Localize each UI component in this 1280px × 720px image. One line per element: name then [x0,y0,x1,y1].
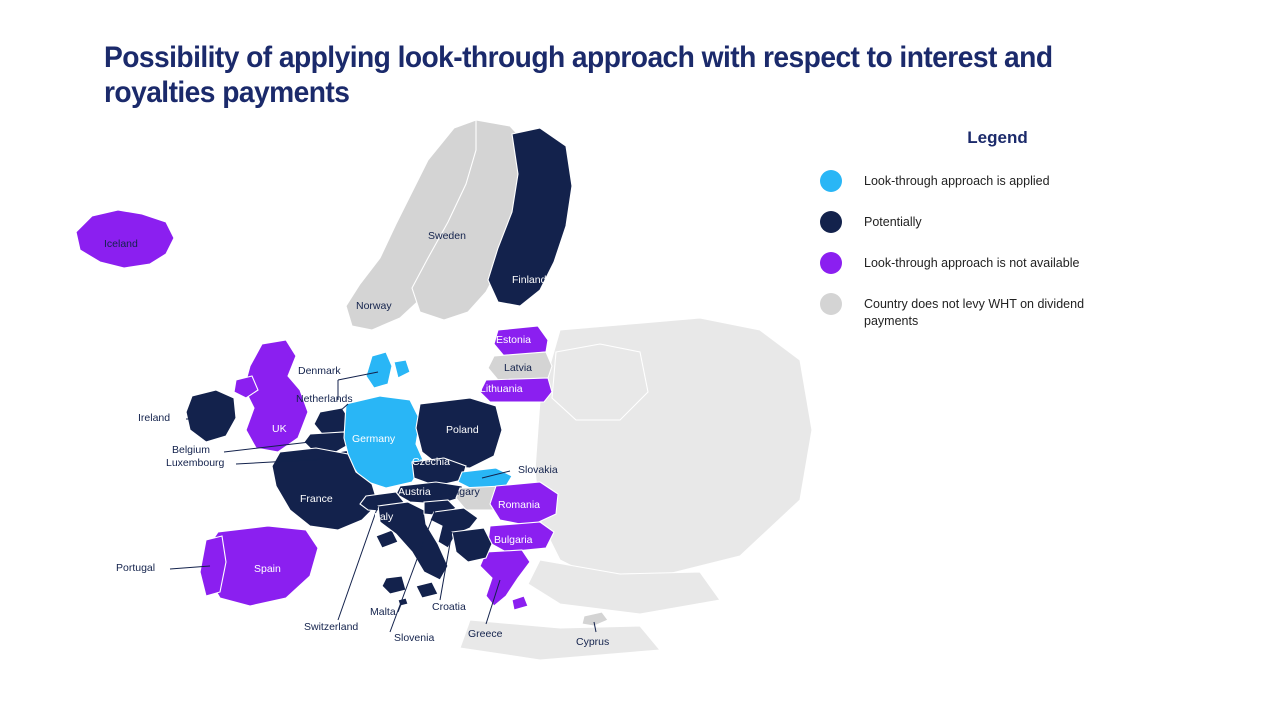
map-label-hungary: Hungary [440,486,480,498]
country-latvia[interactable] [488,352,552,380]
country-western-balkans [452,528,492,562]
legend-swatch-icon [820,293,842,315]
map-label-france: France [300,493,333,505]
map-label-romania: Romania [498,499,541,511]
country-cyprus[interactable] [582,612,608,626]
legend-swatch-icon [820,170,842,192]
legend-item-label: Look-through approach is applied [864,174,1050,188]
map-label-norway: Norway [356,300,392,312]
map-label-austria: Austria [398,486,431,498]
map-label-belgium: Belgium [172,444,210,456]
legend-item-no-wht[interactable] [820,293,1140,329]
legend-item-potentially[interactable] [820,211,1140,233]
map-label-netherlands: Netherlands [296,393,353,405]
map-label-spain: Spain [254,563,281,575]
country-uk[interactable] [234,340,308,452]
map-label-denmark: Denmark [298,365,341,377]
map-label-czechia: Czechia [412,456,450,468]
legend-swatch-icon [820,252,842,274]
country-lithuania[interactable] [480,378,552,402]
map-label-poland: Poland [446,424,479,436]
map-label-italy: Italy [374,511,394,523]
map-label-greece: Greece [468,628,503,640]
legend-item-label: Country does not levy WHT on dividend payments [864,297,1085,328]
map-label-slovenia: Slovenia [394,632,435,644]
legend-title: Legend [967,128,1028,147]
map-label-lithuania: Lithuania [480,383,523,395]
country-greece[interactable] [480,550,530,610]
country-estonia[interactable] [494,326,548,356]
map-label-iceland: Iceland [104,238,138,250]
map-label-luxembourg: Luxembourg [166,457,225,469]
map-label-croatia: Croatia [432,601,466,613]
map-label-bulgaria: Bulgaria [494,534,533,546]
map-label-estonia: Estonia [496,334,532,346]
map-label-latvia: Latvia [504,362,533,374]
legend-item-label: Potentially [864,215,922,229]
map-label-portugal: Portugal [116,562,156,574]
country-austria[interactable] [396,482,466,504]
map-label-ireland: Ireland [138,412,171,424]
legend-swatch-icon [820,211,842,233]
country-poland[interactable] [416,398,502,468]
map-label-uk: UK [272,423,287,435]
legend-item-label: Look-through approach is not available [864,256,1080,270]
map-label-finland: Finland [512,274,547,286]
map-label-slovakia: Slovakia [518,464,558,476]
map-label-cyprus: Cyprus [576,636,610,648]
country-iceland[interactable] [76,210,174,268]
legend-item-applied[interactable] [820,170,1140,192]
legend [820,128,1140,348]
page-title: Possibility of applying look-through approach with respect to interest and royalties payments [104,41,1053,110]
map-label-sweden: Sweden [428,230,466,242]
country-ireland[interactable] [186,390,236,442]
map-label-germany: Germany [352,433,396,445]
country-denmark[interactable] [366,352,410,388]
map-label-malta: Malta [370,606,396,618]
country-malta[interactable] [398,598,408,606]
legend-item-not-available[interactable] [820,252,1140,274]
map-label-switzerland: Switzerland [304,621,359,633]
country-bulgaria[interactable] [488,522,554,552]
